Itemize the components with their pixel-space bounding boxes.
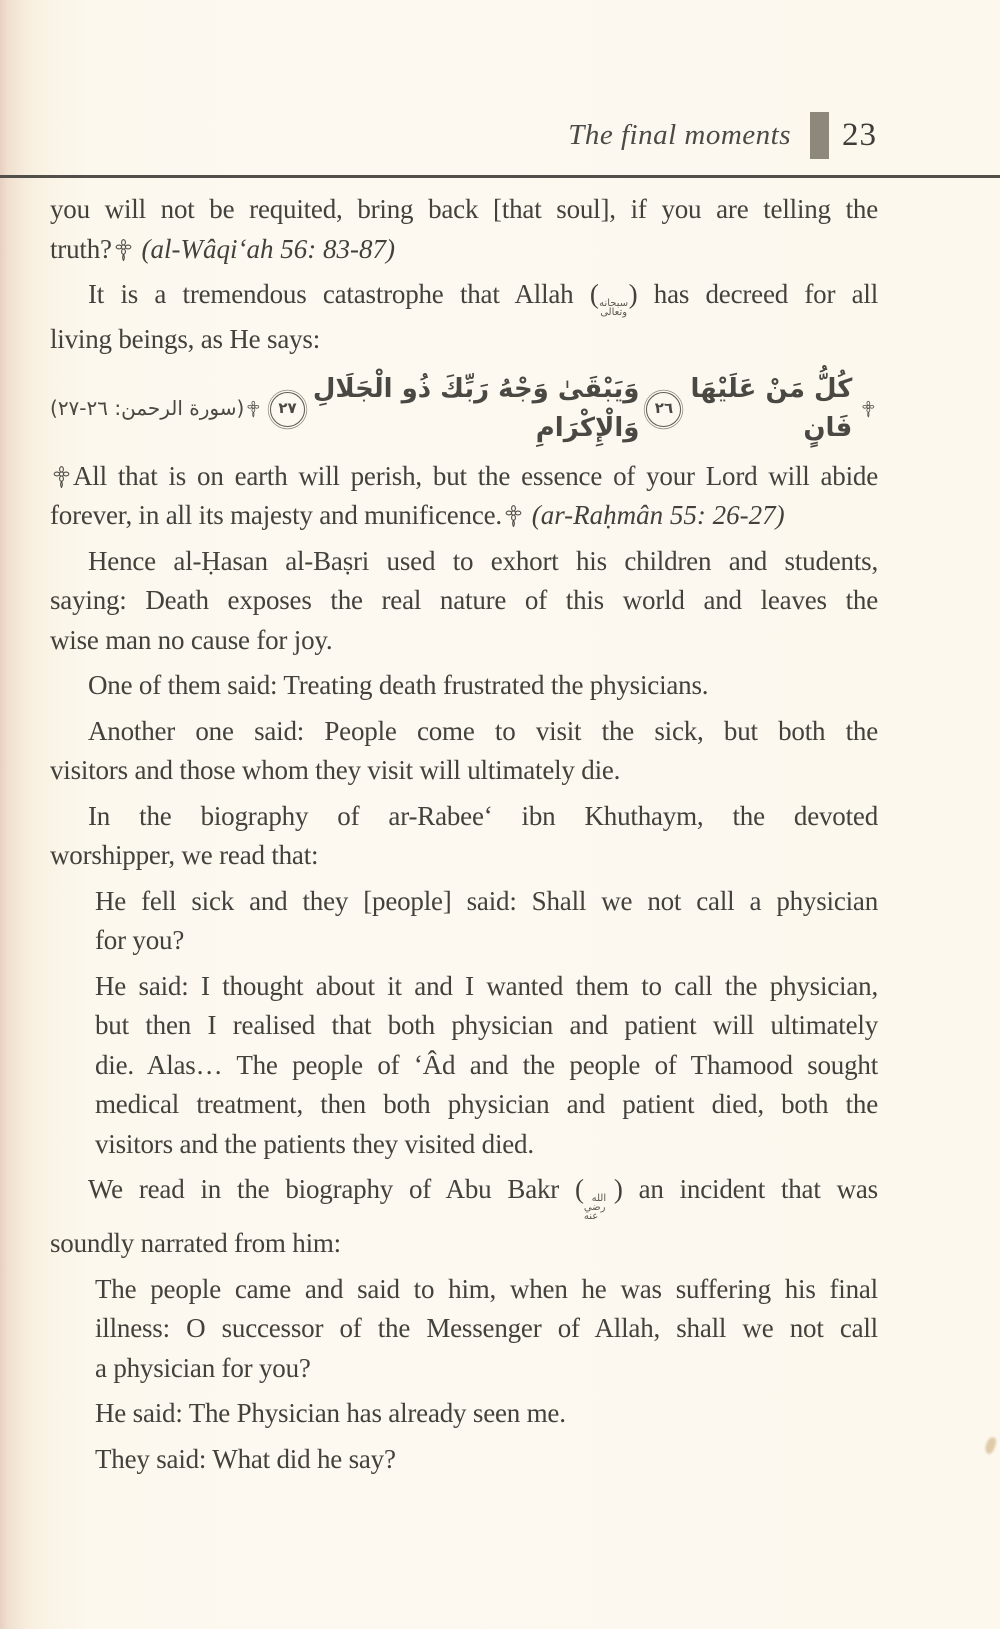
quote-paragraph xyxy=(95,1440,878,1480)
text-run: All that is on earth will perish, but the essence of your Lord will abide xyxy=(73,460,878,491)
text-line xyxy=(50,320,878,360)
text-run: In the biography of ar-Rabee‘ ibn Khuthaym, the devoted xyxy=(88,800,878,831)
text-line xyxy=(95,1085,878,1125)
header-rule xyxy=(0,175,1000,178)
text-line xyxy=(50,666,878,706)
ayah-text: كُلُّ مَنْ عَلَيْهَا فَانٍ xyxy=(690,373,853,443)
text-run: die. Alas… The people of ‘Âd and the people of Thamood sought xyxy=(95,1049,878,1080)
text-line xyxy=(95,967,878,1007)
page-body xyxy=(50,190,878,1479)
verse-ornament-icon xyxy=(247,398,260,420)
text-run: a physician for you? xyxy=(95,1352,311,1383)
verse-ornament-icon xyxy=(115,239,132,261)
paragraph xyxy=(50,712,878,791)
text-run: for you? xyxy=(95,925,185,955)
text-line xyxy=(50,275,878,320)
text-line xyxy=(50,496,878,536)
text-run: He fell sick and they [people] said: Shall we not call a physician xyxy=(95,885,878,916)
text-line xyxy=(95,1440,878,1480)
ayah-text: وَيَبْقَىٰ وَجْهُ رَبِّكَ ذُو الْجَلَالِ وَالْإِكْرَامِ xyxy=(312,373,640,443)
text-run: wise man no cause for joy. xyxy=(50,624,333,655)
text-run: illness: O successor of the Messenger of Allah, shall we not call xyxy=(95,1313,878,1343)
citation: (ar-Raḥmân 55: 26-27) xyxy=(524,500,785,530)
text-line xyxy=(95,882,878,922)
text-line xyxy=(50,621,878,661)
ayah-number-badge: ٢٧ xyxy=(270,392,305,427)
text-run: you will not be requited, bring back [that soul], if you are telling the xyxy=(50,194,878,224)
quote-paragraph xyxy=(95,1394,878,1434)
text-run: He said: I thought about it and I wanted them to call the physician, xyxy=(95,970,878,1001)
text-line xyxy=(95,921,878,961)
paragraph xyxy=(50,1170,878,1264)
text-line xyxy=(50,581,878,621)
paragraph xyxy=(50,666,878,706)
text-run: visitors and the patients they visited died. xyxy=(95,1128,534,1159)
text-run: visitors and those whom they visit will ultimately die. xyxy=(50,755,621,785)
verse-ornament-icon xyxy=(862,398,875,420)
page-number: 23 xyxy=(842,117,877,153)
text-run: saying: Death exposes the real nature of this world and leaves the xyxy=(50,585,878,615)
text-line xyxy=(95,1349,878,1389)
text-line xyxy=(50,751,878,791)
ra-honorific: الله رضي عنه xyxy=(583,1193,607,1222)
text-run: medical treatment, then both physician and patient died, both the xyxy=(95,1089,878,1119)
text-run: He said: The Physician has already seen me. xyxy=(95,1398,566,1428)
text-run: worshipper, we read that: xyxy=(50,840,319,870)
text-line xyxy=(95,1006,878,1046)
text-run: soundly narrated from him: xyxy=(50,1228,341,1258)
text-line xyxy=(95,1309,878,1349)
quote-paragraph xyxy=(95,1270,878,1389)
text-line xyxy=(95,1270,878,1310)
text-line xyxy=(95,1125,878,1165)
text-line xyxy=(50,1224,878,1264)
quote-paragraph xyxy=(95,882,878,961)
citation: (al-Wâqi‘ah 56: 83-87) xyxy=(134,233,395,264)
text-run: One of them said: Treating death frustrated the physicians. xyxy=(88,670,709,700)
page-header xyxy=(568,112,877,159)
quote-paragraph xyxy=(95,967,878,1165)
text-line xyxy=(50,457,878,497)
text-line xyxy=(50,836,878,876)
text-run: It is a tremendous catastrophe that Allah ( xyxy=(88,279,599,309)
text-run: We read in the biography of Abu Bakr ( xyxy=(88,1174,584,1204)
verse-ornament-icon xyxy=(53,466,70,488)
text-run: but then I realised that both physician and patient will ultimately xyxy=(95,1010,878,1040)
paragraph xyxy=(50,457,878,536)
paragraph xyxy=(50,190,878,269)
text-run: forever, in all its majesty and munificence. xyxy=(50,500,502,530)
paragraph xyxy=(50,542,878,661)
quran-verse-text xyxy=(244,370,878,449)
text-line xyxy=(50,797,878,837)
text-run: Hence al-Ḥasan al-Baṣri used to exhort his children and students, xyxy=(88,545,878,576)
text-run: truth? xyxy=(50,233,112,264)
text-line xyxy=(50,712,878,752)
text-line xyxy=(50,230,878,270)
swt-honorific: سبحانه وتعالى xyxy=(599,298,629,318)
page-artifact-speck xyxy=(984,1436,998,1455)
header-divider-block xyxy=(810,112,829,159)
text-run: Another one said: People come to visit the sick, but both the xyxy=(88,715,878,746)
text-line xyxy=(50,190,878,230)
text-run: They said: What did he say? xyxy=(95,1443,396,1474)
sura-reference: (سورة الرحمن: ٢٦-٢٧) xyxy=(50,396,245,421)
text-line xyxy=(95,1046,878,1086)
paragraph xyxy=(50,275,878,360)
text-run: living beings, as He says: xyxy=(50,324,321,354)
text-run: ) an incident that was xyxy=(613,1174,878,1204)
text-line xyxy=(95,1394,878,1434)
text-run: ) has decreed for all xyxy=(628,279,879,309)
text-line xyxy=(50,542,878,582)
ayah-number-badge: ٢٦ xyxy=(646,392,681,427)
quran-verse-line xyxy=(50,370,878,449)
text-run: The people came and said to him, when he was suffering his final xyxy=(95,1273,878,1304)
running-title: The final moments xyxy=(568,119,791,151)
text-line xyxy=(50,1170,878,1224)
verse-ornament-icon xyxy=(505,505,522,527)
paragraph xyxy=(50,797,878,876)
